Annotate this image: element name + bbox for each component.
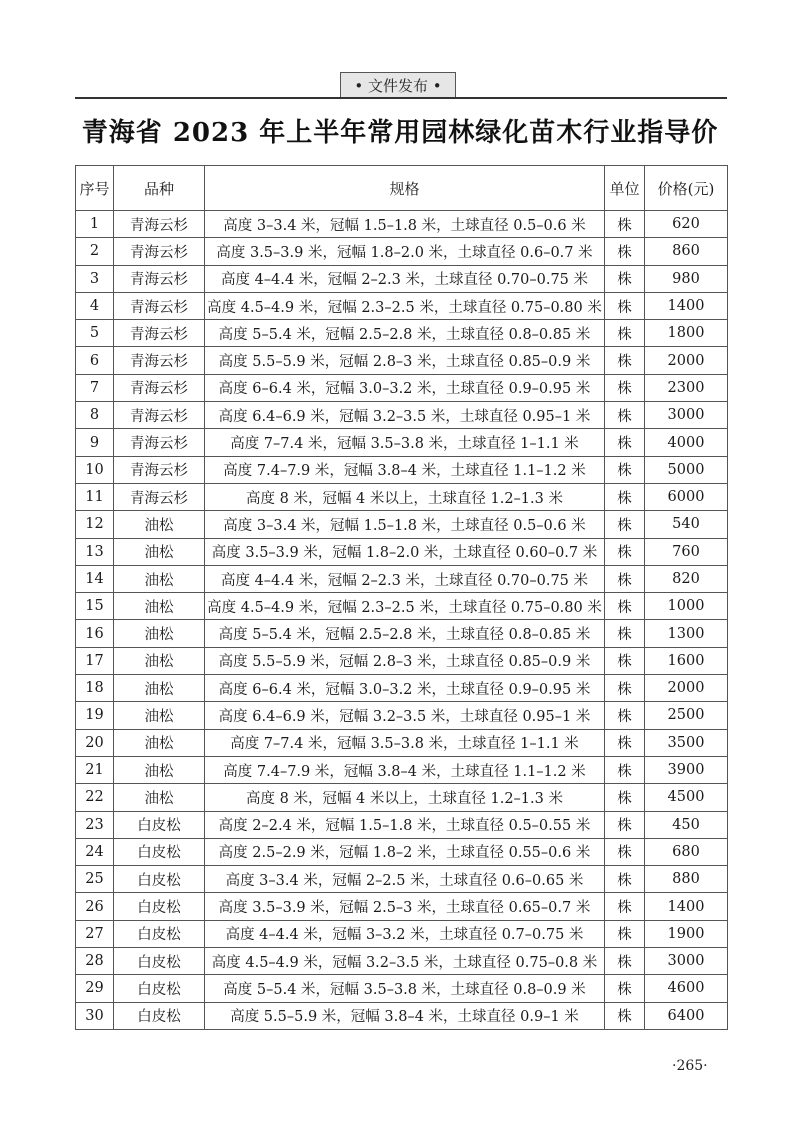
variety-cell: 青海云杉 bbox=[114, 265, 205, 292]
table-body bbox=[76, 211, 728, 1030]
spec-cell: 高度 7–7.4 米，冠幅 3.5–3.8 米，土球直径 1–1.1 米 bbox=[205, 429, 605, 456]
unit-cell: 株 bbox=[605, 838, 645, 865]
unit-cell: 株 bbox=[605, 593, 645, 620]
spec-cell: 高度 8 米，冠幅 4 米以上，土球直径 1.2–1.3 米 bbox=[205, 784, 605, 811]
page-number: ·265· bbox=[672, 1058, 708, 1074]
row-index: 15 bbox=[76, 593, 114, 620]
spec-cell: 高度 3–3.4 米，冠幅 2–2.5 米，土球直径 0.6–0.65 米 bbox=[205, 866, 605, 893]
variety-cell: 白皮松 bbox=[114, 920, 205, 947]
price-cell: 1600 bbox=[645, 647, 728, 674]
price-cell: 4500 bbox=[645, 784, 728, 811]
unit-cell: 株 bbox=[605, 975, 645, 1002]
spec-cell: 高度 4.5–4.9 米，冠幅 3.2–3.5 米，土球直径 0.75–0.8 米 bbox=[205, 948, 605, 975]
table-row bbox=[76, 429, 728, 456]
spec-cell: 高度 3.5–3.9 米，冠幅 2.5–3 米，土球直径 0.65–0.7 米 bbox=[205, 893, 605, 920]
row-index: 26 bbox=[76, 893, 114, 920]
spec-cell: 高度 3–3.4 米，冠幅 1.5–1.8 米，土球直径 0.5–0.6 米 bbox=[205, 511, 605, 538]
unit-cell: 株 bbox=[605, 948, 645, 975]
column-header-variety: 品种 bbox=[114, 166, 205, 211]
variety-cell: 白皮松 bbox=[114, 838, 205, 865]
spec-cell: 高度 7.4–7.9 米，冠幅 3.8–4 米，土球直径 1.1–1.2 米 bbox=[205, 756, 605, 783]
price-cell: 2000 bbox=[645, 347, 728, 374]
price-cell: 6400 bbox=[645, 1002, 728, 1029]
table-row bbox=[76, 893, 728, 920]
table-row bbox=[76, 866, 728, 893]
row-index: 24 bbox=[76, 838, 114, 865]
spec-cell: 高度 6–6.4 米，冠幅 3.0–3.2 米，土球直径 0.9–0.95 米 bbox=[205, 675, 605, 702]
variety-cell: 油松 bbox=[114, 511, 205, 538]
price-cell: 760 bbox=[645, 538, 728, 565]
column-header-spec: 规格 bbox=[205, 166, 605, 211]
spec-cell: 高度 4–4.4 米，冠幅 2–2.3 米，土球直径 0.70–0.75 米 bbox=[205, 265, 605, 292]
row-index: 25 bbox=[76, 866, 114, 893]
price-cell: 1300 bbox=[645, 620, 728, 647]
variety-cell: 油松 bbox=[114, 565, 205, 592]
row-index: 2 bbox=[76, 238, 114, 265]
row-index: 12 bbox=[76, 511, 114, 538]
price-cell: 540 bbox=[645, 511, 728, 538]
variety-cell: 油松 bbox=[114, 729, 205, 756]
spec-cell: 高度 3–3.4 米，冠幅 1.5–1.8 米，土球直径 0.5–0.6 米 bbox=[205, 211, 605, 238]
row-index: 6 bbox=[76, 347, 114, 374]
price-cell: 820 bbox=[645, 565, 728, 592]
unit-cell: 株 bbox=[605, 211, 645, 238]
table-row bbox=[76, 948, 728, 975]
table-header-row bbox=[76, 166, 728, 211]
price-cell: 620 bbox=[645, 211, 728, 238]
variety-cell: 青海云杉 bbox=[114, 483, 205, 510]
row-index: 28 bbox=[76, 948, 114, 975]
table-row bbox=[76, 483, 728, 510]
row-index: 13 bbox=[76, 538, 114, 565]
variety-cell: 白皮松 bbox=[114, 893, 205, 920]
unit-cell: 株 bbox=[605, 483, 645, 510]
row-index: 22 bbox=[76, 784, 114, 811]
spec-cell: 高度 4–4.4 米，冠幅 3–3.2 米，土球直径 0.7–0.75 米 bbox=[205, 920, 605, 947]
table-row bbox=[76, 593, 728, 620]
table-row bbox=[76, 211, 728, 238]
table-row bbox=[76, 238, 728, 265]
table-row bbox=[76, 1002, 728, 1029]
table-row bbox=[76, 920, 728, 947]
spec-cell: 高度 5.5–5.9 米，冠幅 2.8–3 米，土球直径 0.85–0.9 米 bbox=[205, 647, 605, 674]
unit-cell: 株 bbox=[605, 292, 645, 319]
spec-cell: 高度 3.5–3.9 米，冠幅 1.8–2.0 米，土球直径 0.60–0.7 米 bbox=[205, 538, 605, 565]
row-index: 5 bbox=[76, 320, 114, 347]
spec-cell: 高度 3.5–3.9 米，冠幅 1.8–2.0 米，土球直径 0.6–0.7 米 bbox=[205, 238, 605, 265]
variety-cell: 青海云杉 bbox=[114, 238, 205, 265]
table-row bbox=[76, 511, 728, 538]
variety-cell: 油松 bbox=[114, 784, 205, 811]
unit-cell: 株 bbox=[605, 866, 645, 893]
variety-cell: 油松 bbox=[114, 620, 205, 647]
variety-cell: 青海云杉 bbox=[114, 374, 205, 401]
spec-cell: 高度 2–2.4 米，冠幅 1.5–1.8 米，土球直径 0.5–0.55 米 bbox=[205, 811, 605, 838]
price-cell: 450 bbox=[645, 811, 728, 838]
row-index: 20 bbox=[76, 729, 114, 756]
unit-cell: 株 bbox=[605, 756, 645, 783]
row-index: 14 bbox=[76, 565, 114, 592]
spec-cell: 高度 6.4–6.9 米，冠幅 3.2–3.5 米，土球直径 0.95–1 米 bbox=[205, 402, 605, 429]
table-row bbox=[76, 647, 728, 674]
unit-cell: 株 bbox=[605, 920, 645, 947]
unit-cell: 株 bbox=[605, 511, 645, 538]
column-header-index: 序号 bbox=[76, 166, 114, 211]
variety-cell: 白皮松 bbox=[114, 811, 205, 838]
section-badge: • 文件发布 • bbox=[340, 72, 456, 98]
price-cell: 4000 bbox=[645, 429, 728, 456]
table-row bbox=[76, 538, 728, 565]
spec-cell: 高度 7–7.4 米，冠幅 3.5–3.8 米，土球直径 1–1.1 米 bbox=[205, 729, 605, 756]
column-header-unit: 单位 bbox=[605, 166, 645, 211]
variety-cell: 青海云杉 bbox=[114, 402, 205, 429]
price-cell: 1000 bbox=[645, 593, 728, 620]
price-cell: 5000 bbox=[645, 456, 728, 483]
variety-cell: 油松 bbox=[114, 756, 205, 783]
price-cell: 680 bbox=[645, 838, 728, 865]
spec-cell: 高度 4.5–4.9 米，冠幅 2.3–2.5 米，土球直径 0.75–0.80 米 bbox=[205, 292, 605, 319]
table-row bbox=[76, 811, 728, 838]
spec-cell: 高度 8 米，冠幅 4 米以上，土球直径 1.2–1.3 米 bbox=[205, 483, 605, 510]
spec-cell: 高度 5.5–5.9 米，冠幅 3.8–4 米，土球直径 0.9–1 米 bbox=[205, 1002, 605, 1029]
variety-cell: 白皮松 bbox=[114, 948, 205, 975]
unit-cell: 株 bbox=[605, 538, 645, 565]
row-index: 27 bbox=[76, 920, 114, 947]
table-row bbox=[76, 265, 728, 292]
row-index: 7 bbox=[76, 374, 114, 401]
table-row bbox=[76, 729, 728, 756]
variety-cell: 油松 bbox=[114, 647, 205, 674]
unit-cell: 株 bbox=[605, 811, 645, 838]
price-cell: 1900 bbox=[645, 920, 728, 947]
unit-cell: 株 bbox=[605, 265, 645, 292]
row-index: 23 bbox=[76, 811, 114, 838]
row-index: 8 bbox=[76, 402, 114, 429]
price-cell: 6000 bbox=[645, 483, 728, 510]
spec-cell: 高度 5–5.4 米，冠幅 3.5–3.8 米，土球直径 0.8–0.9 米 bbox=[205, 975, 605, 1002]
unit-cell: 株 bbox=[605, 1002, 645, 1029]
unit-cell: 株 bbox=[605, 647, 645, 674]
row-index: 1 bbox=[76, 211, 114, 238]
variety-cell: 青海云杉 bbox=[114, 292, 205, 319]
table-row bbox=[76, 784, 728, 811]
row-index: 11 bbox=[76, 483, 114, 510]
price-cell: 2000 bbox=[645, 675, 728, 702]
spec-cell: 高度 4.5–4.9 米，冠幅 2.3–2.5 米，土球直径 0.75–0.80 米 bbox=[205, 593, 605, 620]
table-row bbox=[76, 565, 728, 592]
row-index: 29 bbox=[76, 975, 114, 1002]
column-header-price: 价格(元) bbox=[645, 166, 728, 211]
row-index: 9 bbox=[76, 429, 114, 456]
variety-cell: 青海云杉 bbox=[114, 429, 205, 456]
unit-cell: 株 bbox=[605, 238, 645, 265]
spec-cell: 高度 7.4–7.9 米，冠幅 3.8–4 米，土球直径 1.1–1.2 米 bbox=[205, 456, 605, 483]
row-index: 16 bbox=[76, 620, 114, 647]
row-index: 18 bbox=[76, 675, 114, 702]
price-cell: 3000 bbox=[645, 948, 728, 975]
variety-cell: 油松 bbox=[114, 675, 205, 702]
spec-cell: 高度 5–5.4 米，冠幅 2.5–2.8 米，土球直径 0.8–0.85 米 bbox=[205, 320, 605, 347]
variety-cell: 油松 bbox=[114, 538, 205, 565]
table-row bbox=[76, 975, 728, 1002]
variety-cell: 白皮松 bbox=[114, 1002, 205, 1029]
table-row bbox=[76, 838, 728, 865]
table-row bbox=[76, 702, 728, 729]
variety-cell: 青海云杉 bbox=[114, 211, 205, 238]
table-row bbox=[76, 756, 728, 783]
spec-cell: 高度 6–6.4 米，冠幅 3.0–3.2 米，土球直径 0.9–0.95 米 bbox=[205, 374, 605, 401]
price-cell: 3000 bbox=[645, 402, 728, 429]
table-row bbox=[76, 675, 728, 702]
unit-cell: 株 bbox=[605, 320, 645, 347]
spec-cell: 高度 5.5–5.9 米，冠幅 2.8–3 米，土球直径 0.85–0.9 米 bbox=[205, 347, 605, 374]
price-cell: 3900 bbox=[645, 756, 728, 783]
row-index: 30 bbox=[76, 1002, 114, 1029]
price-cell: 980 bbox=[645, 265, 728, 292]
row-index: 10 bbox=[76, 456, 114, 483]
unit-cell: 株 bbox=[605, 702, 645, 729]
price-cell: 1400 bbox=[645, 893, 728, 920]
spec-cell: 高度 5–5.4 米，冠幅 2.5–2.8 米，土球直径 0.8–0.85 米 bbox=[205, 620, 605, 647]
unit-cell: 株 bbox=[605, 729, 645, 756]
price-cell: 1400 bbox=[645, 292, 728, 319]
price-cell: 1800 bbox=[645, 320, 728, 347]
table-row bbox=[76, 374, 728, 401]
variety-cell: 青海云杉 bbox=[114, 320, 205, 347]
unit-cell: 株 bbox=[605, 456, 645, 483]
unit-cell: 株 bbox=[605, 565, 645, 592]
header-rule bbox=[75, 97, 727, 99]
page-title: 青海省 2023 年上半年常用园林绿化苗木行业指导价 bbox=[81, 118, 719, 148]
row-index: 17 bbox=[76, 647, 114, 674]
price-table bbox=[75, 165, 728, 1030]
unit-cell: 株 bbox=[605, 402, 645, 429]
price-cell: 860 bbox=[645, 238, 728, 265]
row-index: 21 bbox=[76, 756, 114, 783]
table-row bbox=[76, 347, 728, 374]
unit-cell: 株 bbox=[605, 429, 645, 456]
unit-cell: 株 bbox=[605, 675, 645, 702]
variety-cell: 油松 bbox=[114, 702, 205, 729]
unit-cell: 株 bbox=[605, 620, 645, 647]
unit-cell: 株 bbox=[605, 893, 645, 920]
price-cell: 3500 bbox=[645, 729, 728, 756]
spec-cell: 高度 4–4.4 米，冠幅 2–2.3 米，土球直径 0.70–0.75 米 bbox=[205, 565, 605, 592]
row-index: 4 bbox=[76, 292, 114, 319]
variety-cell: 油松 bbox=[114, 593, 205, 620]
unit-cell: 株 bbox=[605, 784, 645, 811]
table-row bbox=[76, 292, 728, 319]
price-cell: 4600 bbox=[645, 975, 728, 1002]
table-row bbox=[76, 402, 728, 429]
price-cell: 880 bbox=[645, 866, 728, 893]
variety-cell: 白皮松 bbox=[114, 975, 205, 1002]
unit-cell: 株 bbox=[605, 347, 645, 374]
spec-cell: 高度 6.4–6.9 米，冠幅 3.2–3.5 米，土球直径 0.95–1 米 bbox=[205, 702, 605, 729]
spec-cell: 高度 2.5–2.9 米，冠幅 1.8–2 米，土球直径 0.55–0.6 米 bbox=[205, 838, 605, 865]
row-index: 19 bbox=[76, 702, 114, 729]
row-index: 3 bbox=[76, 265, 114, 292]
table-row bbox=[76, 456, 728, 483]
unit-cell: 株 bbox=[605, 374, 645, 401]
variety-cell: 白皮松 bbox=[114, 866, 205, 893]
table-row bbox=[76, 620, 728, 647]
price-cell: 2500 bbox=[645, 702, 728, 729]
variety-cell: 青海云杉 bbox=[114, 456, 205, 483]
table-row bbox=[76, 320, 728, 347]
variety-cell: 青海云杉 bbox=[114, 347, 205, 374]
price-cell: 2300 bbox=[645, 374, 728, 401]
